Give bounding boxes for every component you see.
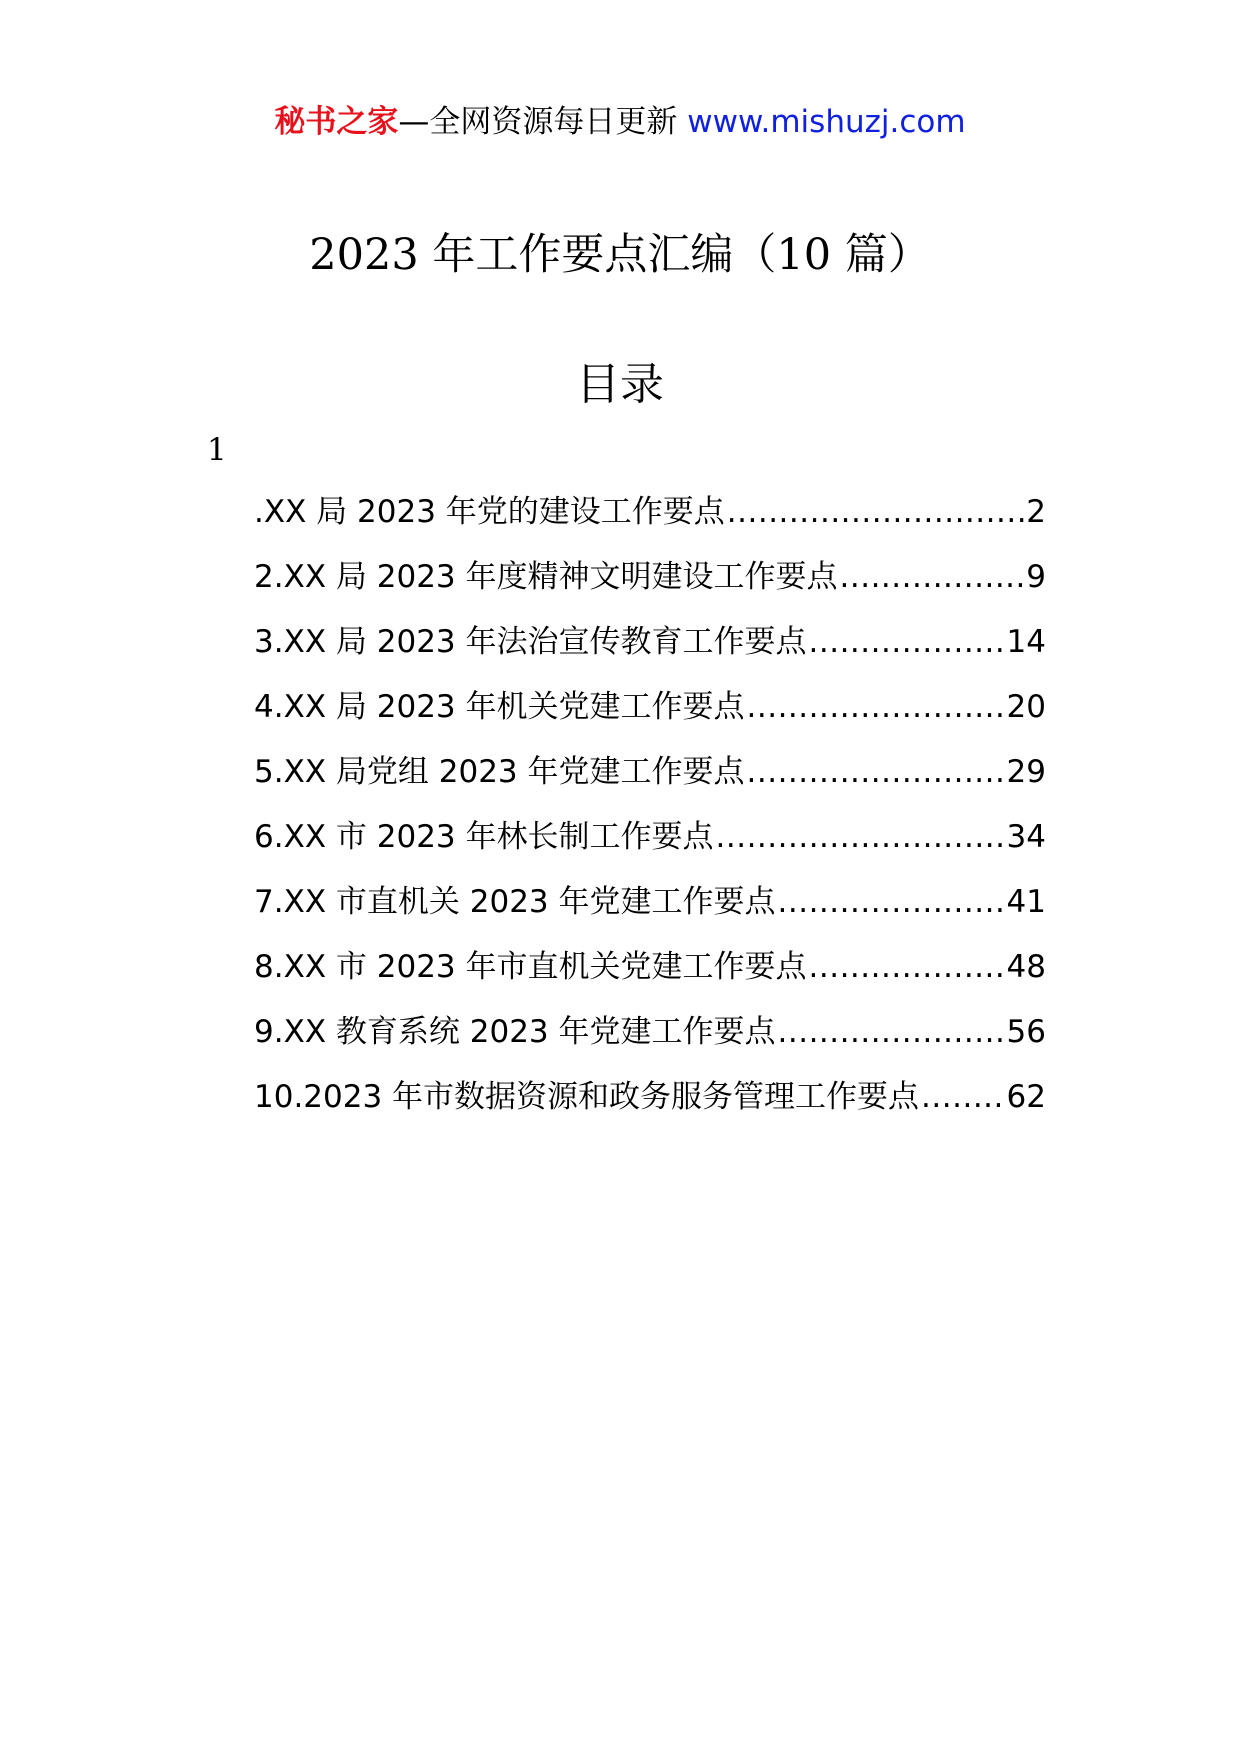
toc-leader-dots [778,1010,1005,1054]
toc-entry-label: 10.2023 年市数据资源和政务服务管理工作要点 [254,1079,920,1115]
toc-entry-3[interactable] [254,620,1046,685]
toc-leader-dots [840,555,1025,599]
toc-entry-page: 9 [1026,559,1046,595]
toc-entry-label: 7.XX 市直机关 2023 年党建工作要点 [254,884,776,920]
toc-leader-dots [747,750,1005,794]
toc-leader-dots [747,685,1005,729]
toc-entry-label: 4.XX 局 2023 年机关党建工作要点 [254,689,745,725]
toc-entry-6[interactable] [254,815,1046,880]
document-title: 2023 年工作要点汇编（10 篇） [309,230,931,280]
toc-leader-dots [809,945,1005,989]
toc-entry-label: 6.XX 市 2023 年林长制工作要点 [254,819,714,855]
toc-leader-dots [716,815,1005,859]
toc-entry-4[interactable] [254,685,1046,750]
toc-entry-page: 62 [1006,1079,1046,1115]
toc-entry-label: 3.XX 局 2023 年法治宣传教育工作要点 [254,624,807,660]
toc-entry-9[interactable] [254,1010,1046,1075]
toc-entry-2[interactable] [254,555,1046,620]
toc-entry-page: 34 [1006,819,1046,855]
toc-entry-label: .XX 局 2023 年党的建设工作要点 [254,494,725,530]
toc-entry-page: 56 [1006,1014,1046,1050]
website-link[interactable]: www.mishuzj.com [687,104,966,140]
brand-name: 秘书之家 [274,104,399,140]
toc-entry-8[interactable] [254,945,1046,1010]
toc-entry-label: 2.XX 局 2023 年度精神文明建设工作要点 [254,559,838,595]
toc-entry-label: 5.XX 局党组 2023 年党建工作要点 [254,754,745,790]
toc-entry-10[interactable] [254,1075,1046,1140]
toc-entry-page: 29 [1006,754,1046,790]
toc-entry-page: 41 [1006,884,1046,920]
toc-entry-5[interactable] [254,750,1046,815]
toc-leader-dots [778,880,1005,924]
toc-entry-page: 14 [1006,624,1046,660]
header-tagline: —全网资源每日更新 [398,104,688,140]
page-header [0,100,1240,144]
toc-entry-7[interactable] [254,880,1046,945]
toc-entry-page: 48 [1006,949,1046,985]
table-of-contents [254,490,1046,1140]
toc-entry-1[interactable] [254,490,1046,555]
toc-heading: 目录 [576,359,664,410]
toc-leader-dots [809,620,1005,664]
toc-entry-label: 8.XX 市 2023 年市直机关党建工作要点 [254,949,807,985]
toc-leader-dots [921,1075,1005,1119]
toc-entry-page: 2 [1026,494,1046,530]
toc-leader-dots [727,490,1024,534]
toc-entry-page: 20 [1006,689,1046,725]
stray-number: 1 [207,432,227,468]
toc-entry-label: 9.XX 教育系统 2023 年党建工作要点 [254,1014,776,1050]
